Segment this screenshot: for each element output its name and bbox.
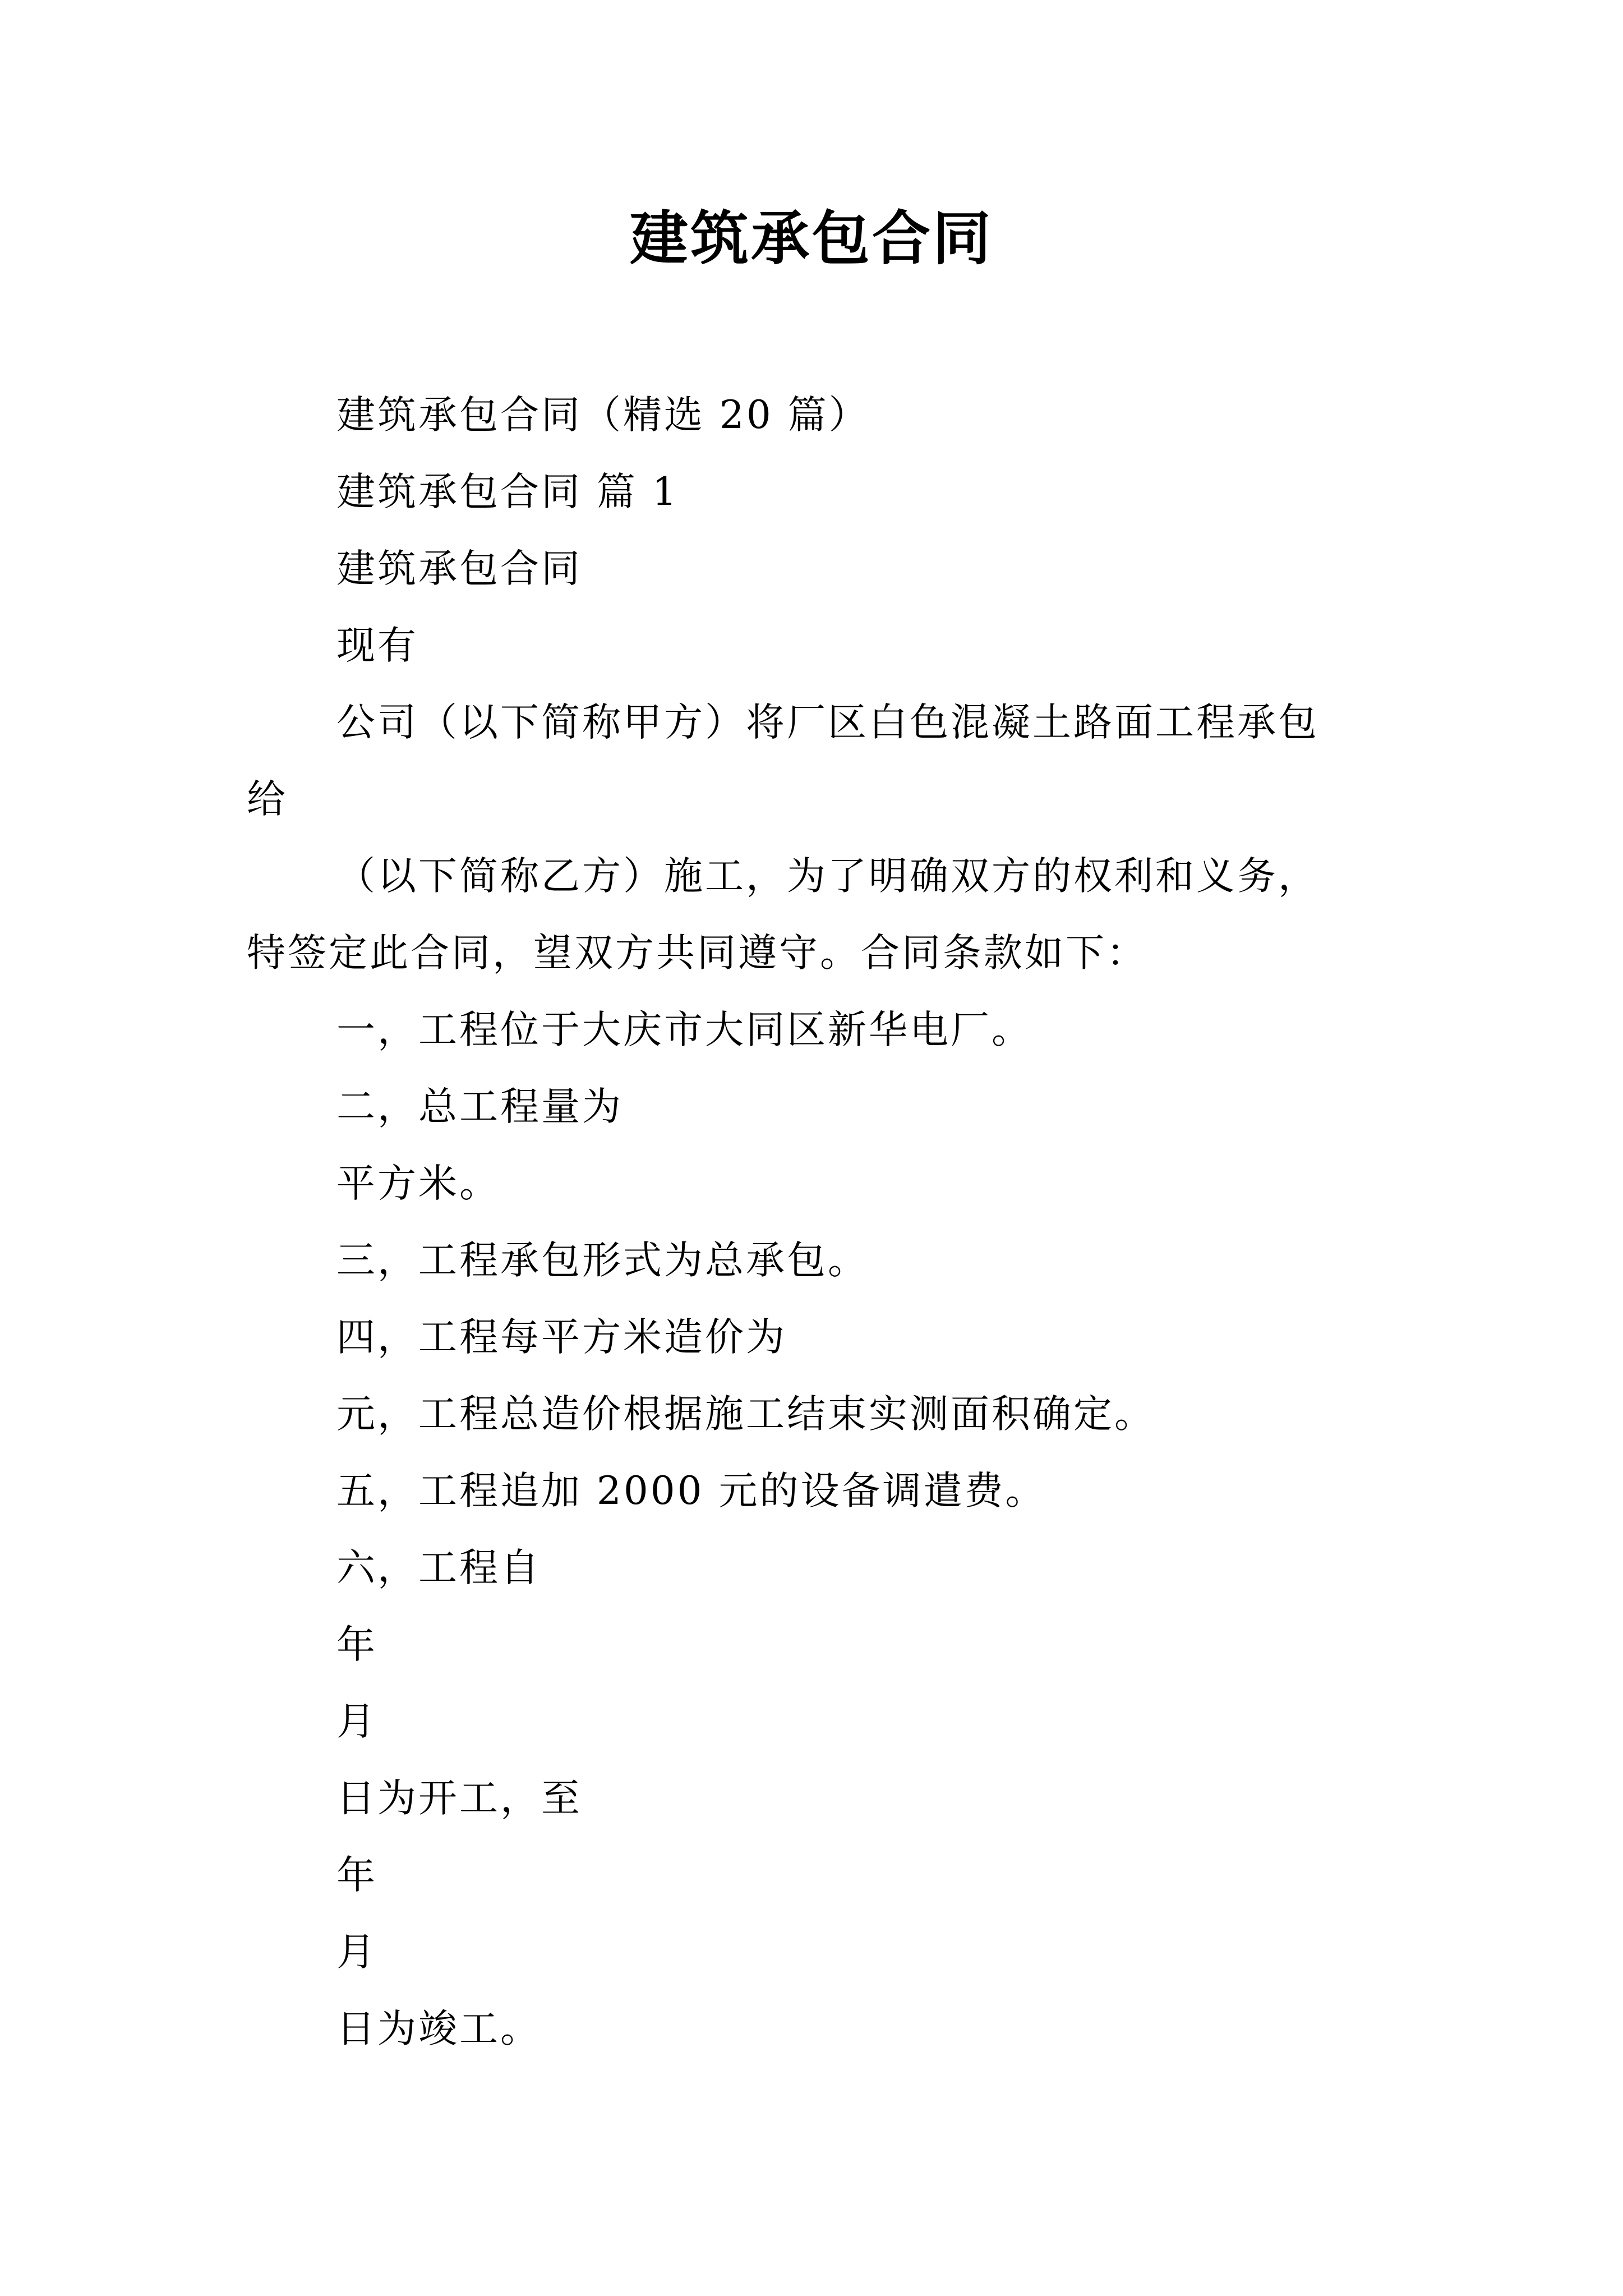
- paragraph-line: 月: [336, 1699, 377, 1744]
- paragraph-line: （以下简称乙方）施工，为了明确双方的权利和义务，: [336, 854, 1319, 899]
- paragraph-line: 三，工程承包形式为总承包。: [336, 1238, 869, 1283]
- paragraph-line: 年: [336, 1622, 377, 1667]
- paragraph-line: 现有: [336, 623, 418, 668]
- paragraph-line: 年: [336, 1853, 377, 1898]
- paragraph-line: 建筑承包合同: [336, 546, 582, 591]
- paragraph-line: 日为竣工。: [336, 2007, 541, 2051]
- paragraph-line: 五，工程追加 2000 元的设备调遣费。: [336, 1469, 1046, 1513]
- paragraph-line: 一，工程位于大庆市大同区新华电厂。: [336, 1007, 1032, 1052]
- paragraph-line: 公司（以下简称甲方）将厂区白色混凝土路面工程承包: [336, 700, 1319, 745]
- paragraph-line: 四，工程每平方米造价为: [336, 1315, 787, 1360]
- document-title: 建筑承包合同: [629, 204, 993, 273]
- document-body: [247, 377, 1391, 2068]
- paragraph-line: 二，总工程量为: [336, 1084, 623, 1129]
- paragraph-line: 建筑承包合同 篇 1: [336, 470, 679, 514]
- paragraph-line: 六，工程自: [336, 1545, 541, 1590]
- paragraph-line: 日为开工，至: [336, 1776, 582, 1821]
- paragraph-line: 建筑承包合同（精选 20 篇）: [336, 393, 870, 438]
- paragraph-line: 平方米。: [336, 1161, 500, 1206]
- paragraph-line: 月: [336, 1930, 377, 1975]
- paragraph-line: 给: [247, 777, 288, 822]
- paragraph-line: 元，工程总造价根据施工结束实测面积确定。: [336, 1392, 1155, 1437]
- paragraph-line: 特签定此合同，望双方共同遵守。合同条款如下：: [247, 931, 1147, 976]
